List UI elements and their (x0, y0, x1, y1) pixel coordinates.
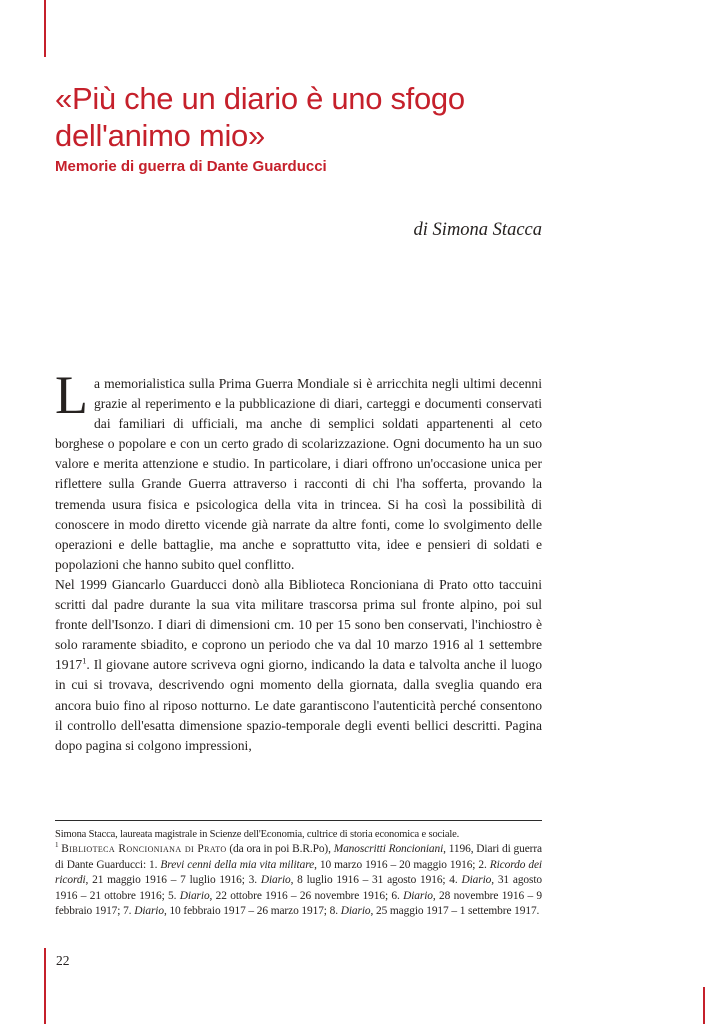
text-segment: , 28 novembre 1916 – 9 febbraio 1917; 7. (55, 889, 543, 917)
body-paragraph-2 (55, 575, 542, 756)
body-paragraph-1 (55, 365, 542, 575)
text-segment: Diario (340, 905, 371, 917)
text-segment: , 31 agosto 1916 – 21 ottobre 1916; 5. (55, 874, 542, 902)
text-segment: , 21 maggio 1916 – 7 luglio 1916; 3. (85, 874, 261, 886)
text-segment: , 8 luglio 1916 – 31 agosto 1916; 4. (290, 874, 462, 886)
text-segment: Ricordo dei ricordi (55, 858, 543, 886)
article-body (55, 365, 542, 756)
footnote-marker: 1 (82, 655, 87, 666)
text-segment: , 10 marzo 1916 – 20 maggio 1916; 2. (314, 858, 490, 871)
drop-cap: L (55, 365, 88, 425)
article-title-line-2: dell'animo mio» (55, 118, 265, 153)
text-segment: , 22 ottobre 1916 – 26 novembre 1916; 6. (209, 889, 404, 902)
paragraph-1-text: a memorialistica sulla Prima Guerra Mondiale si è arricchita negli ultimi decenni grazie al reperimento e la pubblicazione di diari, carteggi e documenti conservati dai familiari di ufficiali, ma anche di semplici soldati appartenenti al ceto borghese o popolare e con un certo grado di scolarizzazione. Ogni documento ha un suo valore e merita attenzione e studio. In particolare, i diari offrono un'occasione unica per riflettere sulla Grande Guerra attraverso i racconti di chi l'ha sofferta, provando la tremenda usura fisica e psicologica della vita in trincea. Si ha così la possibilità di conoscere in modo diretto vicende già narrate da altre fonti, come lo svolgimento delle operazioni e delle battaglie, ma anche e soprattutto vita, idee e pensieri di soldati e popolazioni che hanno subito quel conflitto. (55, 376, 542, 572)
article-header (55, 80, 547, 176)
article-title-line-1: «Più che un diario è uno sfogo (55, 81, 465, 116)
red-rule-top-left (44, 0, 46, 57)
page-number: 22 (56, 953, 70, 968)
red-rule-bottom-left (44, 948, 46, 1024)
text-segment: , 25 maggio 1917 – 1 settembre 1917. (370, 905, 540, 917)
text-segment: . Il giovane autore scriveva ogni giorno, indicando la data e talvolta anche il luogo in cui si trovava, descrivendo ogni momento della giornata, dalla sveglia quando era ancora buio fino al riposo notturno. Le date garantiscono l'autenticità perché consentono il controllo dell'esatta dimensione spazio-temporale degli eventi bellici descritti. Pagina dopo pagina si colgono impressioni, (55, 657, 542, 753)
text-segment: (da ora in poi B.R.Po), (226, 843, 334, 855)
text-segment: , 1196, Diari di guerra di Dante Guarducci: 1. (55, 843, 543, 871)
footnote-1 (55, 842, 542, 920)
article-subtitle: Memorie di guerra di Dante Guarducci (55, 158, 327, 175)
text-segment: Diario (179, 889, 210, 902)
text-segment: Diario (134, 905, 164, 917)
text-segment: Biblioteca Roncioniana di Prato (61, 843, 227, 855)
author-bio-note: Simona Stacca, laureata magistrale in Scienze dell'Economia, cultrice di storia economica e sociale. (55, 829, 460, 840)
footnote-block (55, 820, 542, 920)
text-segment: , 10 febbraio 1917 – 26 marzo 1917; 8. (163, 905, 341, 917)
text-segment: Nel 1999 Giancarlo Guarducci donò alla Biblioteca Roncioniana di Prato otto taccuini scritti dal padre durante la sua vita militare trascorsa prima sul fronte alpino, poi sul fronte dell'Isonzo. I diari di dimensioni cm. 10 per 15 sono ben conservati, l'inchiostro è solo raramente sbiadito, e coprono un periodo che va dal 10 marzo 1916 al 1 settembre 1917 (55, 576, 542, 673)
author-byline: di Simona Stacca (413, 220, 542, 240)
text-segment: Diario (260, 874, 291, 886)
footnote-marker: 1 (55, 841, 59, 850)
red-rule-bottom-right (703, 987, 705, 1024)
text-segment: Manoscritti Roncioniani (333, 843, 444, 855)
text-segment: Diario (403, 889, 433, 902)
text-segment: Brevi cenni della mia vita militare (160, 858, 315, 871)
text-segment: Diario (461, 874, 492, 886)
